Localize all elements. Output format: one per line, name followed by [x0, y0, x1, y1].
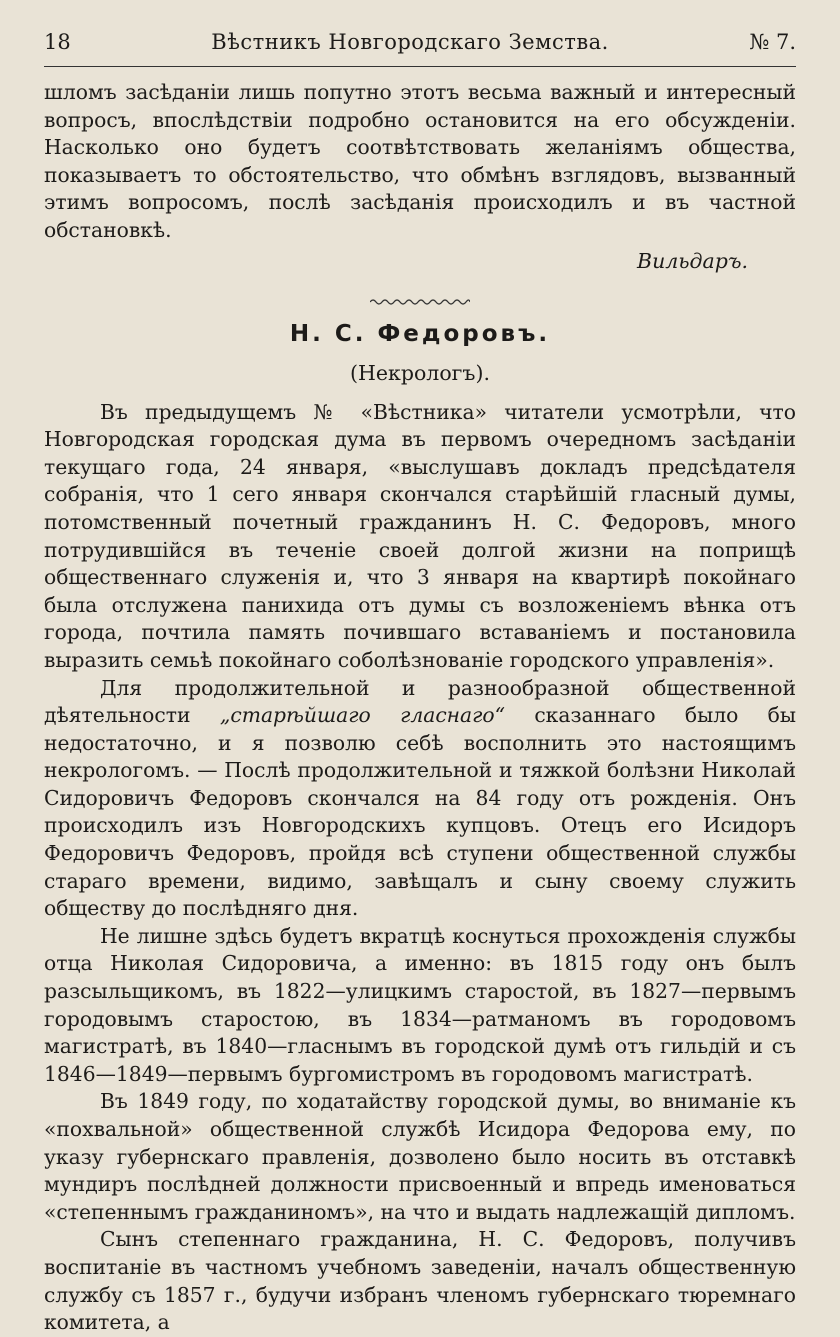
article-subtitle: (Некрологъ).	[350, 360, 490, 385]
paragraph-lead: Для продолжительной и разнообразной общественной дѣятельности	[44, 675, 796, 728]
quoted-phrase: „старѣйшаго гласнаго“	[219, 703, 505, 728]
author-signature: Вильдаръ.	[637, 248, 748, 273]
article-paragraph: Въ 1849 году, по ходатайству городской думы, во вниманіе къ «похвальной» общественной службѣ Исидора Федорова ему, по указу губернскаго правленія, дозволено было носить въ отставкѣ мундиръ послѣдней должности присвоенный и впредь именоваться «степеннымъ гражданиномъ», на что и выдать надлежащій дипломъ.	[44, 1089, 796, 1224]
header-rule	[44, 66, 796, 67]
article-paragraph: Въ предыдущемъ № «Вѣстника» читатели усмотрѣли, что Новгородская городская дума въ первомъ очередномъ засѣданіи текущаго года, 24 января, «выслушавъ докладъ предсѣдателя собранія, что 1 сего января скончался старѣйшій гласный думы, потомственный почетный гражданинъ Н. С. Федоровъ, много потрудившійся въ теченіе своей долгой жизни на поприщѣ общественнаго служенія и, что 3 января на квартирѣ покойнаго была отслужена панихида отъ думы съ возложеніемъ вѣнка отъ города, почтила память почившаго вставаніемъ и постановила выразить семьѣ покойнаго соболѣзнованіе городского управленія».	[44, 399, 796, 672]
page-number: 18	[44, 30, 71, 54]
intro-paragraph: шломъ засѣданіи лишь попутно этотъ весьма важный и интересный вопросъ, впослѣдствіи подробно остановится на его обсужденіи. Насколько оно будетъ соотвѣтствовать желаніямъ общества, показываетъ то обстоятельство, что обмѣнъ взглядовъ, вызванный этимъ вопросомъ, послѣ засѣданія происходилъ и въ частной обстановкѣ.	[44, 80, 796, 242]
article-title: Н. С. Федоровъ.	[289, 320, 551, 347]
journal-title: Вѣстникъ Новгородскаго Земства.	[211, 30, 609, 54]
wavy-divider-ornament	[370, 297, 470, 307]
issue-number: № 7.	[749, 30, 796, 54]
paragraph-rest: сказаннаго было бы недостаточно, и я позволю себѣ восполнить это настоящимъ некрологомъ. — Послѣ продолжительной и тяжкой болѣзни Николай Сидоровичъ Федоровъ скончался на 84 году отъ рожденія. Онъ происходилъ изъ Новгородскихъ купцовъ. Отецъ его Исидоръ Федоровичъ Федоровъ, пройдя всѣ ступени общественной службы стараго времени, видимо, завѣщалъ и сыну своему служить обществу до послѣдняго дня.	[44, 703, 797, 921]
running-header	[44, 30, 796, 64]
article-paragraph: Не лишне здѣсь будетъ вкратцѣ коснуться прохожденія службы отца Николая Сидоровича, а именно: въ 1815 году онъ былъ разсыльщикомъ, въ 1822—улицкимъ старостой, въ 1827—первымъ городовымъ старостою, въ 1834—ратманомъ въ городовомъ магистратѣ, въ 1840—гласнымъ въ городской думѣ отъ гильдій и съ 1846—1849—первымъ бургомистромъ въ городовомъ магистратѣ.	[44, 923, 796, 1086]
article-paragraph	[44, 675, 796, 923]
article-paragraph: Сынъ степеннаго гражданина, Н. С. Федоровъ, получивъ воспитаніе въ частномъ учебномъ заведеніи, началъ общественную службу съ 1857 г., будучи избранъ членомъ губернскаго тюремнаго комитета, а	[44, 1227, 796, 1335]
